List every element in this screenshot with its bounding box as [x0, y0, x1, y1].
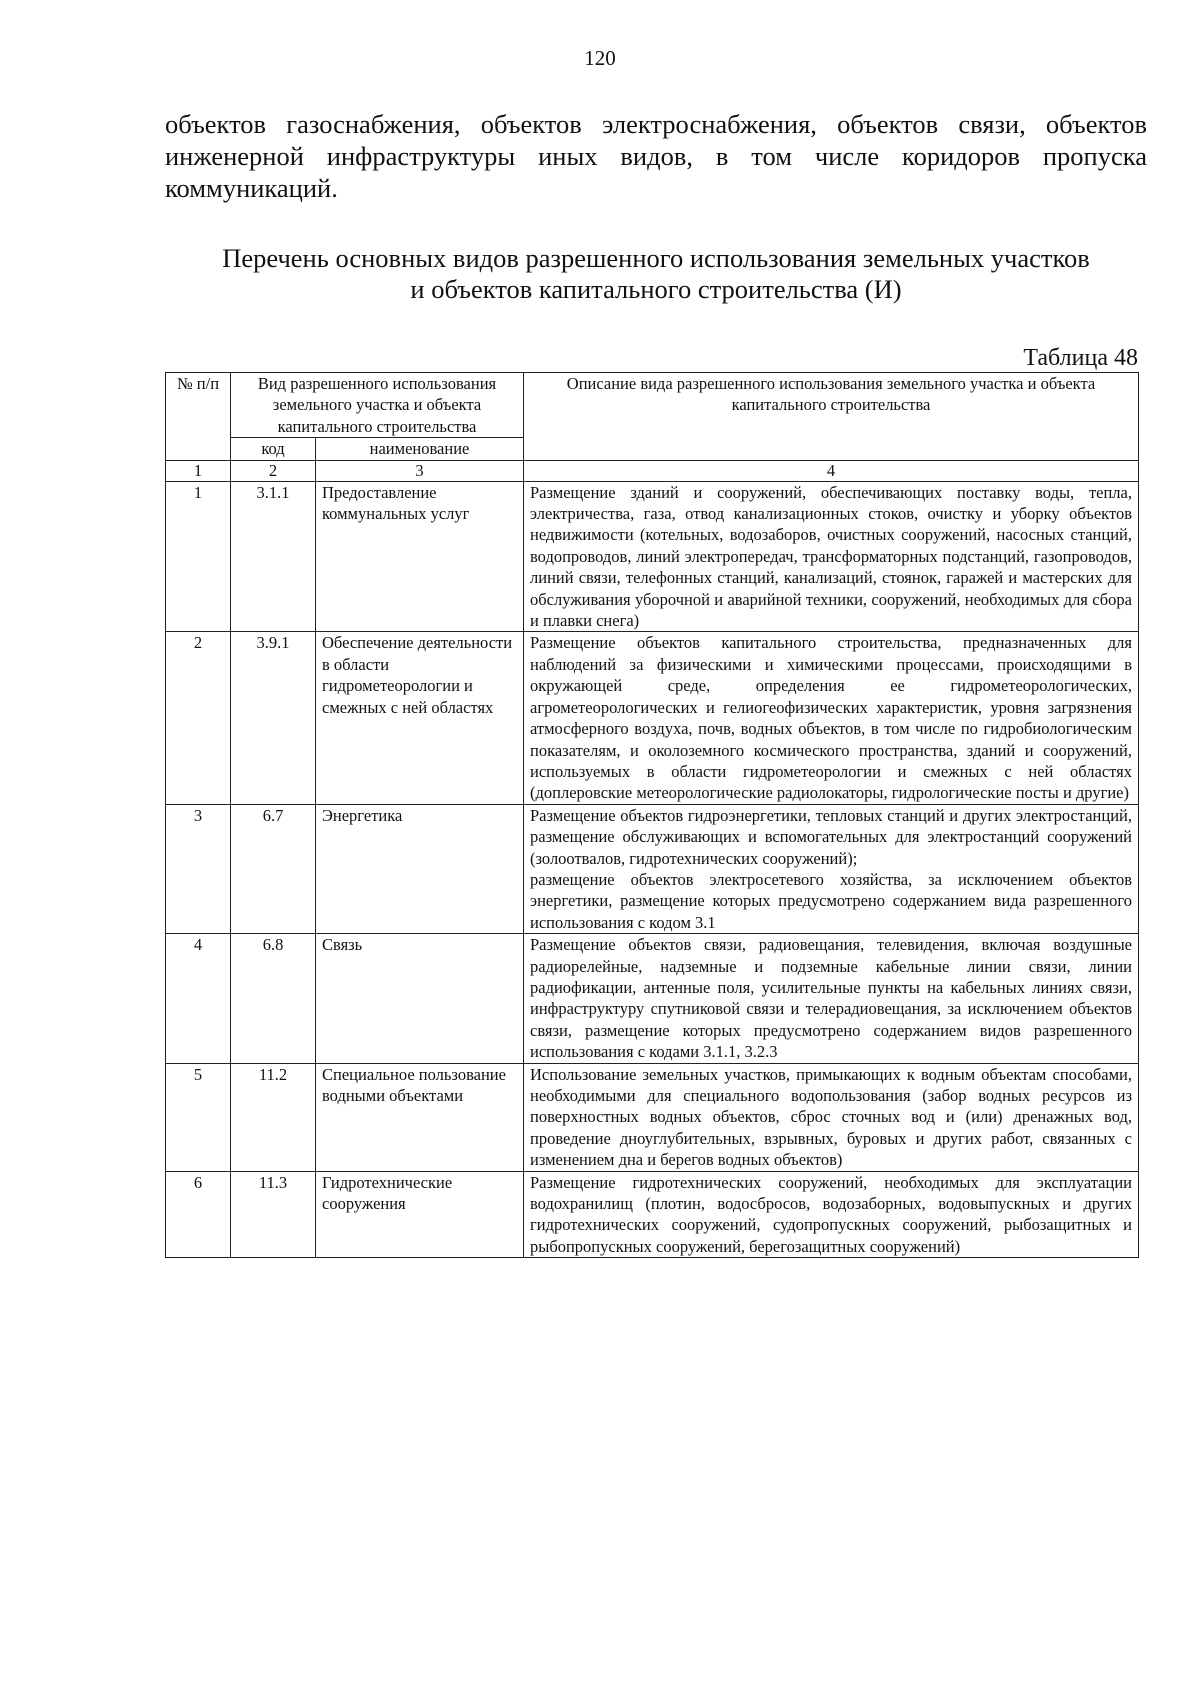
table-row [166, 1171, 1139, 1258]
heading-line-2: и объектов капитального строительства (И) [410, 274, 902, 304]
column-number: 3 [316, 460, 524, 481]
heading-line-1: Перечень основных видов разрешенного использования земельных участков [222, 243, 1090, 273]
row-name: Связь [316, 934, 524, 1063]
row-description [524, 804, 1139, 933]
row-name: Обеспечение деятельности в области гидрометеорологии и смежных с ней областях [316, 632, 524, 804]
header-vid: Вид разрешенного использования земельного участка и объекта капитального строительства [231, 373, 524, 438]
row-description: Размещение гидротехнических сооружений, необходимых для эксплуатации водохранилищ (плотин, водосбросов, водозаборных, водовыпускных и других гидротехнических сооружений, судопропускных сооружений, рыбозащитных и рыбопропускных сооружений, берегозащитных сооружений) [524, 1171, 1139, 1258]
permitted-use-table [165, 372, 1139, 1258]
row-code: 11.3 [231, 1171, 316, 1258]
row-name: Специальное пользование водными объектами [316, 1063, 524, 1171]
column-number: 2 [231, 460, 316, 481]
header-num: № п/п [166, 373, 231, 461]
table-row [166, 934, 1139, 1063]
row-description-part: Размещение объектов гидроэнергетики, тепловых станций и других электростанций, размещение обслуживающих и вспомогательных для электростанций сооружений (золоотвалов, гидротехнических сооружений); [530, 805, 1132, 868]
table-row [166, 1063, 1139, 1171]
row-description: Размещение объектов капитального строительства, предназначенных для наблюдений за физическими и химическими процессами, происходящими в окружающей среде, определения ее гидрометеорологических, агрометеорологических и гелиогеофизических характеристик, уровня загрязнения атмосферного воздуха, почв, водных объектов, в том числе по гидробиологическим показателям, и околоземного космического пространства, зданий и сооружений, используемых в области гидрометеорологии и смежных с ней областях (доплеровские метеорологические радиолокаторы, гидрологические посты и другие) [524, 632, 1139, 804]
row-number: 2 [166, 632, 231, 804]
row-name: Энергетика [316, 804, 524, 933]
intro-paragraph: объектов газоснабжения, объектов электроснабжения, объектов связи, объектов инженерной инфраструктуры иных видов, в том числе коридоров пропуска коммуникаций. [165, 109, 1147, 203]
column-number: 1 [166, 460, 231, 481]
row-code: 3.1.1 [231, 481, 316, 632]
row-description-part: размещение объектов электросетевого хозяйства, за исключением объектов энергетики, размещение которых предусмотрено содержанием вида разрешенного использования с кодом 3.1 [530, 869, 1132, 932]
section-heading [165, 243, 1147, 305]
row-code: 6.7 [231, 804, 316, 933]
row-number: 4 [166, 934, 231, 1063]
row-description: Размещение объектов связи, радиовещания, телевидения, включая воздушные радиорелейные, надземные и подземные кабельные линии связи, линии радиофикации, антенные поля, усилительные пункты на кабельных линиях связи, инфраструктуру спутниковой связи и телерадиовещания, за исключением объектов связи, размещение которых предусмотрено содержанием видов разрешенного использования с кодами 3.1.1, 3.2.3 [524, 934, 1139, 1063]
row-number: 5 [166, 1063, 231, 1171]
table-row [166, 804, 1139, 933]
row-number: 3 [166, 804, 231, 933]
column-number: 4 [524, 460, 1139, 481]
row-description: Использование земельных участков, примыкающих к водным объектам способами, необходимыми для специального водопользования (забор водных ресурсов из поверхностных водных объектов, сброс сточных вод и (или) дренажных вод, проведение дноуглубительных, взрывных, буровых и других работ, связанных с изменением дна и берегов водных объектов) [524, 1063, 1139, 1171]
table-row [166, 481, 1139, 632]
header-code: код [231, 438, 316, 460]
header-description: Описание вида разрешенного использования земельного участка и объекта капитального строительства [524, 373, 1139, 461]
row-number: 1 [166, 481, 231, 632]
row-number: 6 [166, 1171, 231, 1258]
row-code: 3.9.1 [231, 632, 316, 804]
row-code: 11.2 [231, 1063, 316, 1171]
header-name: наименование [316, 438, 524, 460]
row-description: Размещение зданий и сооружений, обеспечивающих поставку воды, тепла, электричества, газа, отвод канализационных стоков, очистку и уборку объектов недвижимости (котельных, водозаборов, очистных сооружений, насосных станций, водопроводов, линий электропередач, трансформаторных подстанций, газопроводов, линий связи, телефонных станций, канализаций, стоянок, гаражей и мастерских для обслуживания уборочной и аварийной техники, сооружений, необходимых для сбора и плавки снега) [524, 481, 1139, 632]
page-number: 120 [584, 46, 616, 70]
column-number-row [166, 460, 1139, 481]
table-caption: Таблица 48 [1023, 345, 1138, 371]
row-code: 6.8 [231, 934, 316, 1063]
row-name: Гидротехнические сооружения [316, 1171, 524, 1258]
row-name: Предоставление коммунальных услуг [316, 481, 524, 632]
table-header-row [166, 373, 1139, 438]
table-row [166, 632, 1139, 804]
